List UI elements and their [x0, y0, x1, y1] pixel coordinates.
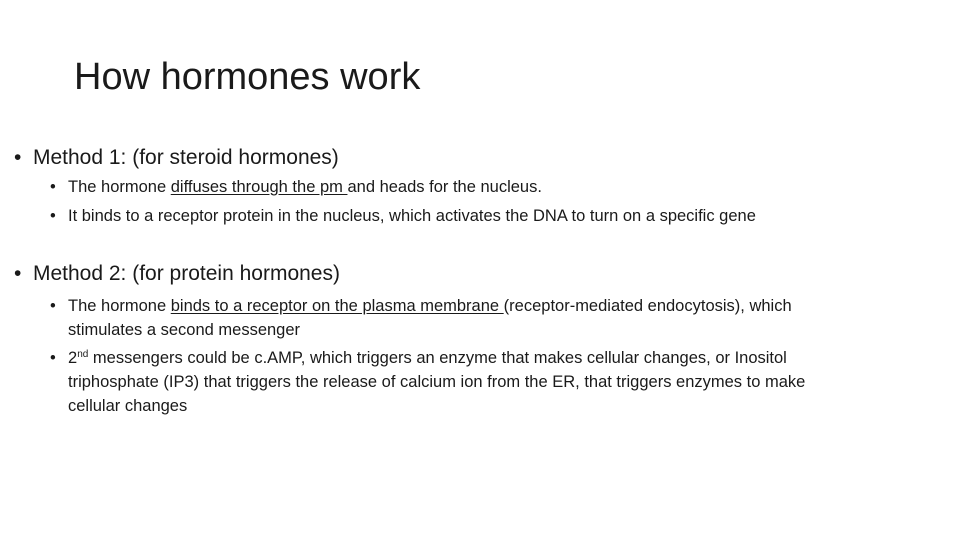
method1-heading: Method 1: (for steroid hormones): [33, 146, 339, 169]
method1-point-2: [50, 204, 810, 228]
method2-point-1-pre: The hormone: [68, 297, 171, 315]
method2-bullet: [14, 261, 340, 286]
method2-point-2-pre: 2: [68, 349, 78, 367]
method2-point-1-text: [68, 294, 810, 342]
method1-point-1-pre: The hormone: [68, 178, 171, 196]
method2-point-2: [50, 346, 810, 418]
method1-point-1-underlined: diffuses through the pm: [170, 178, 348, 196]
method1-bullet: [14, 145, 339, 170]
method2-point-1: [50, 294, 810, 342]
bullet-icon: •: [14, 146, 22, 169]
bullet-icon: •: [14, 262, 22, 285]
bullet-icon: •: [50, 178, 56, 196]
method2-point-1-post: (receptor-mediated endocytosis), which stimulates a second messenger: [68, 297, 792, 339]
method2-heading: Method 2: (for protein hormones): [33, 262, 340, 285]
bullet-icon: •: [50, 207, 56, 225]
method2-point-1-underlined: binds to a receptor on the plasma membrane: [170, 297, 504, 315]
method2-point-2-text: [68, 346, 810, 418]
bullet-icon: •: [50, 349, 56, 367]
bullet-icon: •: [50, 297, 56, 315]
ordinal-superscript: nd: [77, 349, 89, 360]
method1-point-1: [50, 175, 810, 199]
method1-point-1-text: [68, 175, 542, 199]
slide-title: How hormones work: [74, 56, 421, 98]
method2-point-2-post: messengers could be c.AMP, which triggers an enzyme that makes cellular changes, or Inositol triphosphate (IP3) that triggers the release of calcium ion from the ER, that triggers enzymes to make cellular changes: [68, 349, 806, 415]
method1-point-2-text: It binds to a receptor protein in the nucleus, which activates the DNA to turn on a specific gene: [68, 207, 756, 225]
method1-point-1-post: and heads for the nucleus.: [347, 178, 542, 196]
